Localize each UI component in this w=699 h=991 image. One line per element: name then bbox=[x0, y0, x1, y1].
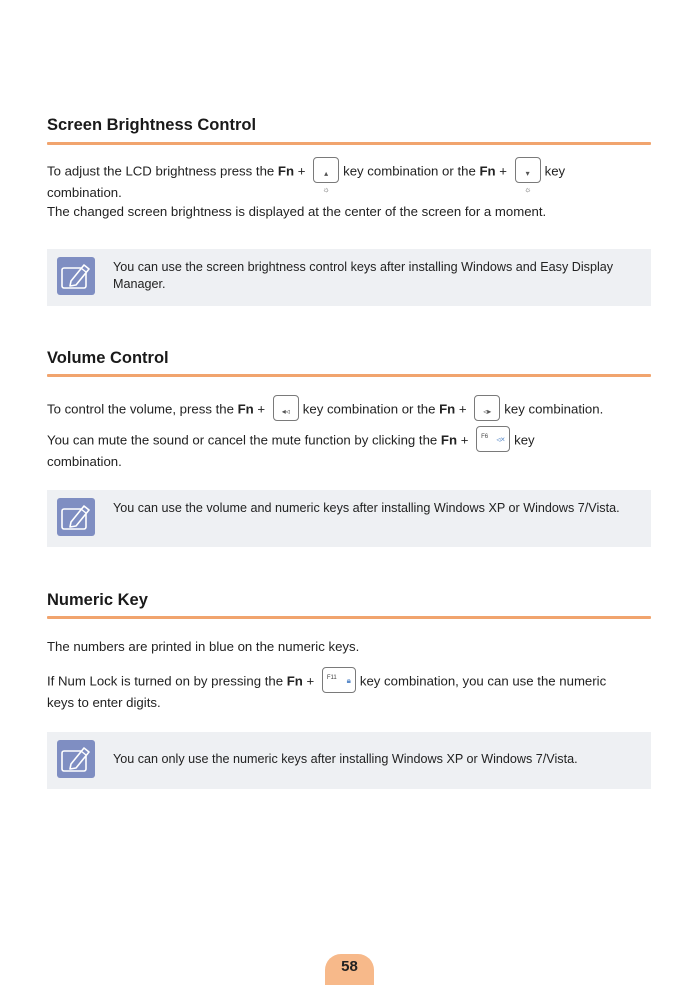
paragraph bbox=[47, 397, 651, 423]
pencil-note-icon bbox=[57, 498, 95, 536]
plus-sign: + bbox=[257, 401, 266, 417]
text: combination. bbox=[47, 454, 122, 469]
pencil-note-icon bbox=[57, 257, 95, 295]
text: key combination. bbox=[504, 401, 604, 417]
text: To adjust the LCD brightness press the bbox=[47, 163, 275, 179]
page-number: 58 bbox=[325, 954, 374, 985]
text: keys to enter digits. bbox=[47, 695, 161, 710]
paragraph: The numbers are printed in blue on the numeric keys. bbox=[47, 639, 360, 654]
text: key bbox=[514, 432, 535, 448]
note-text: You can use the volume and numeric keys after installing Windows XP or Windows 7/Vista. bbox=[113, 501, 620, 515]
paragraph bbox=[47, 159, 651, 201]
plus-sign: + bbox=[297, 163, 306, 179]
num-lock-key-icon: F11 🔒︎ bbox=[322, 667, 356, 693]
pencil-note-icon bbox=[57, 740, 95, 778]
key-label: F6 bbox=[481, 434, 489, 440]
plus-sign: + bbox=[306, 673, 315, 689]
fn-key-text: Fn bbox=[479, 163, 496, 179]
note-text: You can use the screen brightness control keys after installing Windows and Easy Display Manager. bbox=[113, 260, 614, 291]
plus-sign: + bbox=[458, 401, 467, 417]
volume-down-key-icon: ◂◃ bbox=[273, 395, 299, 421]
section-title: Volume Control bbox=[47, 349, 169, 367]
text: If Num Lock is turned on by pressing the bbox=[47, 673, 284, 689]
section-title: Numeric Key bbox=[47, 591, 148, 609]
fn-key-text: Fn bbox=[440, 432, 458, 448]
text: combination. bbox=[47, 185, 122, 200]
text: You can mute the sound or cancel the mute function by clicking the bbox=[47, 432, 438, 448]
fn-key-text: Fn bbox=[277, 163, 295, 179]
fn-key-text: Fn bbox=[237, 401, 254, 417]
section-divider bbox=[47, 374, 651, 377]
note-box bbox=[47, 490, 651, 547]
brightness-down-key-icon: ▾ ☼ bbox=[515, 157, 541, 183]
plus-sign: + bbox=[460, 432, 469, 448]
brightness-up-key-icon: ▴ ☼ bbox=[313, 157, 339, 183]
fn-key-text: Fn bbox=[286, 673, 303, 689]
paragraph: The changed screen brightness is displayed at the center of the screen for a moment. bbox=[47, 204, 547, 219]
section-screen-brightness bbox=[47, 115, 651, 291]
text: To control the volume, press the bbox=[47, 401, 234, 417]
text: key combination, you can use the numeric bbox=[359, 673, 607, 689]
volume-up-key-icon: ◃▸ bbox=[474, 395, 500, 421]
note-box bbox=[47, 732, 651, 789]
fn-key-text: Fn bbox=[439, 401, 456, 417]
section-divider bbox=[47, 142, 651, 145]
note-box bbox=[47, 249, 651, 306]
paragraph bbox=[47, 428, 651, 470]
text: key combination or the bbox=[302, 401, 436, 417]
plus-sign: + bbox=[499, 163, 507, 179]
text: key bbox=[544, 163, 566, 179]
section-volume-control bbox=[47, 348, 651, 515]
key-label: F11 bbox=[326, 675, 337, 681]
section-divider bbox=[47, 616, 651, 619]
note-text: You can only use the numeric keys after installing Windows XP or Windows 7/Vista. bbox=[113, 752, 578, 766]
mute-key-icon: F6 ◃× bbox=[476, 426, 510, 452]
paragraph bbox=[47, 669, 651, 711]
section-numeric-key bbox=[47, 590, 651, 766]
text: key combination or the bbox=[343, 163, 476, 179]
section-title: Screen Brightness Control bbox=[47, 116, 257, 134]
